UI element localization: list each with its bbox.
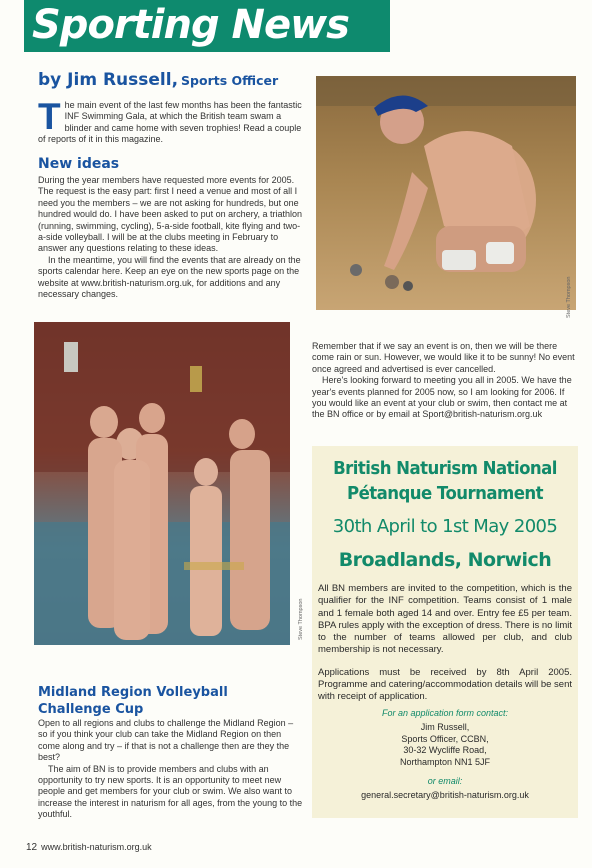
page-footer: [26, 842, 152, 853]
email-label: or email:: [427, 776, 463, 786]
intro-text: he main event of the last few months has been the fantastic INF Swimming Gala, at which the British team swam a blinder and came home with seven trophies! Read a couple of reports of it in this magazine.: [38, 100, 302, 145]
new-ideas-paragraph: During the year members have requested more events for 2005. The request is the easy part: first I need a venue and most of all I need you the members – we are not asking for hundreds, but one hundred would do. I have been asked to put on archery, a triathlon (running, swimming, cycling), 5-a-side football, kite flying and two-a-side volleyball. I will be at the clubs meeting in February to answer any questions relating to these ideas.: [38, 175, 303, 254]
right-paragraph: Here's looking forward to meeting you all in 2005. We have the year's events planned for 2005 now, so I am looking for 2006. If you would like an event at your club or swim, then contact me at the BN office or by email at Sport@british-naturism.org.uk: [312, 375, 572, 420]
contact-label: For an application form contact:: [381, 708, 509, 718]
tournament-details: [318, 583, 572, 704]
right-paragraph: Remember that if we say an event is on, then we will be there come rain or sun. However, we would like it to be sunny! No event once agreed and advertised is ever cancelled.: [312, 341, 575, 374]
byline-role: Sports Officer: [181, 73, 279, 88]
right-column-text: [312, 341, 576, 421]
contact-address: Jim Russell, Sports Officer, CCBN, 30-32 Wycliffe Road, Northampton NN1 5JF: [399, 722, 491, 767]
title-banner: [24, 0, 390, 52]
volleyball-paragraph: The aim of BN is to provide members and clubs with an opportunity to try new sports. It is an opportunity to meet new people and get members for your club or swim. We also want to increase the interest in naturism for all ages, from the young to the youthful.: [38, 763, 303, 820]
drop-cap: T: [38, 96, 61, 137]
page-title: Sporting News: [32, 2, 349, 48]
tournament-box: [312, 446, 578, 818]
tournament-venue: Broadlands, Norwich: [338, 549, 552, 571]
volleyball-heading: Midland Region Volleyball Challenge Cup: [38, 685, 228, 717]
footer-url[interactable]: www.british-naturism.org.uk: [41, 842, 152, 852]
photo-credit: Steve Thompson: [566, 276, 572, 318]
tournament-dates: 30th April to 1st May 2005: [332, 516, 558, 537]
new-ideas-paragraph: In the meantime, you will find the events that are already on the sports calendar here. Keep an eye on the new sports page on the website at www.british-naturism.org.uk, for additions and any necessary changes.: [38, 254, 301, 300]
petanque-photo: [316, 76, 576, 310]
team-trophy-photo: [34, 322, 290, 645]
volleyball-paragraph: Open to all regions and clubs to challenge the Midland Region – so if you think your club can take the Midland Region on then come along and try – if that is not a challenge then are they the best?: [38, 718, 294, 763]
volleyball-body: [38, 718, 304, 821]
intro-paragraph: [38, 96, 304, 146]
new-ideas-heading: New ideas: [38, 156, 120, 172]
new-ideas-body: [38, 175, 304, 300]
page-number: 12: [26, 842, 38, 853]
byline-author: by Jim Russell,: [38, 70, 179, 90]
tournament-title: British Naturism National Pétanque Tournament: [333, 458, 557, 504]
contact-email[interactable]: general.secretary@british-naturism.org.uk: [361, 790, 529, 800]
photo-credit: Steve Thompson: [298, 598, 304, 640]
tournament-paragraph: Applications must be received by 8th April 2005. Programme and catering/accommodation details will be sent with receipt of application.: [318, 666, 572, 703]
byline: [38, 70, 316, 90]
tournament-paragraph: All BN members are invited to the competition, which is the qualifier for the INF competition. Teams consist of 1 male and 1 female both aged 14 and over. Entry fee £5 per team. BPA rules apply with the exception of dress. There is no limit to the number of teams allowed per club, and club membership is not necessary.: [318, 583, 572, 656]
